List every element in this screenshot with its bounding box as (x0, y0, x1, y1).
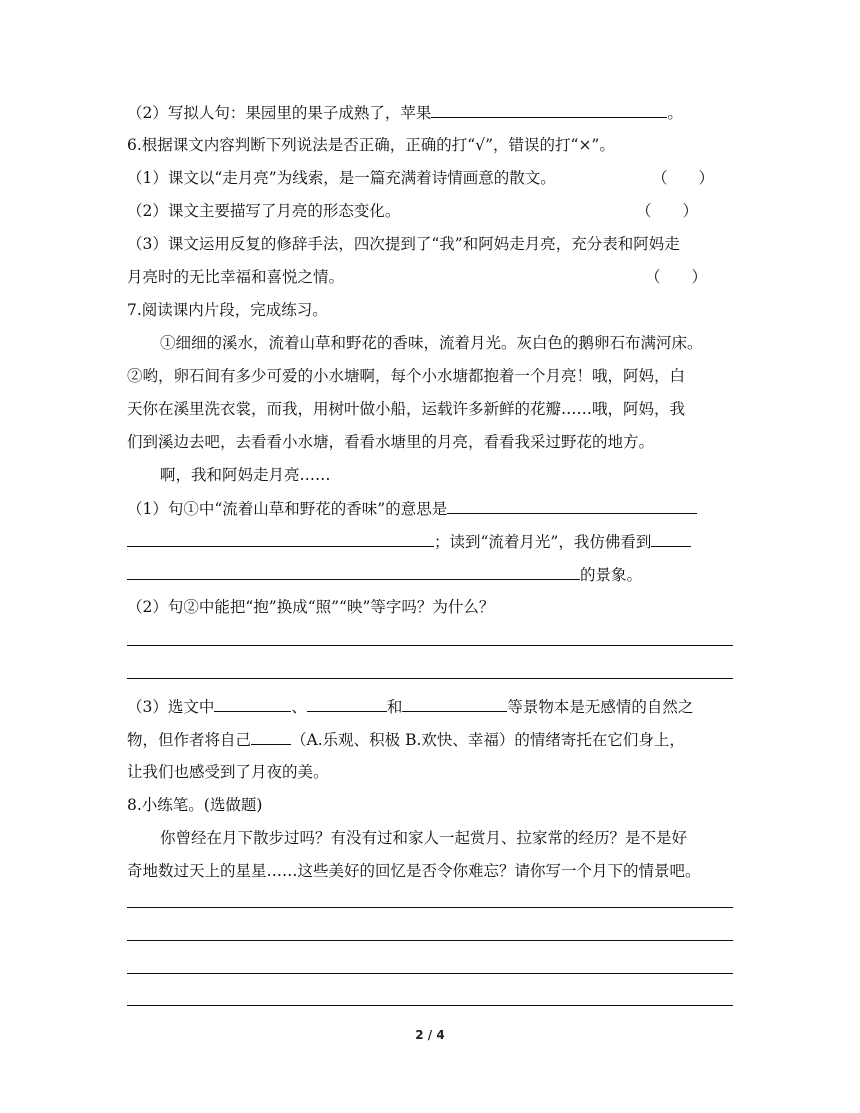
q7-sub3-blank-2[interactable] (307, 695, 387, 712)
q7-sub3-blank-1[interactable] (214, 695, 291, 712)
q7-sub3-text-a: （3）选文中 (127, 698, 215, 716)
q5-2-line (127, 101, 683, 124)
q7-sub1-line-1 (127, 497, 697, 520)
q8-writing-line-2[interactable] (127, 940, 733, 941)
q7-sub2-answer-line-2[interactable] (127, 678, 733, 679)
q7-sub3-text-c2: （A.乐观、积极 B.欢快、幸福）的情绪寄托在它们身上， (291, 731, 685, 749)
q7-sub3-text-c1: 物，但作者将自己 (127, 731, 252, 749)
q6-item-2: （2）课文主要描写了月亮的形态变化。 (127, 202, 401, 220)
q5-2-answer-blank[interactable] (431, 101, 667, 118)
q5-2-suffix: 。 (667, 104, 683, 122)
q8-writing-line-3[interactable] (127, 973, 733, 974)
q6-item-1: （1）课文以“走月亮”为线索，是一篇充满着诗情画意的散文。 (127, 169, 556, 187)
q7-sub1-line-3 (127, 563, 642, 586)
q7-title: 7.阅读课内片段，完成练习。 (127, 301, 328, 319)
q7-sub1-blank-1[interactable] (447, 497, 697, 514)
q7-sub1-blank-2[interactable] (127, 530, 434, 547)
q7-sub1-line-2 (127, 530, 691, 553)
q7-sub1-blank-3[interactable] (651, 530, 691, 547)
q7-sub3-text-b: 等景物本是无感情的自然之 (507, 698, 694, 716)
q7-passage-line-4: 们到溪边去吧，去看看小水塘，看看水塘里的月亮，看看我采过野花的地方。 (127, 433, 655, 451)
q7-sub2-answer-line-1[interactable] (127, 645, 733, 646)
q8-prompt-line-2: 奇地数过天上的星星……这些美好的回忆是否令你难忘？请你写一个月下的情景吧。 (127, 862, 701, 880)
q7-sub3-line-1 (127, 695, 693, 718)
q7-passage-line-1: ①细细的溪水，流着山草和野花的香味，流着月光。灰白色的鹅卵石布满河床。 (160, 334, 703, 352)
q8-writing-line-4[interactable] (127, 1005, 733, 1006)
q7-sub1-text-c: 的景象。 (580, 566, 643, 584)
q6-item-3-line-1: （3）课文运用反复的修辞手法，四次提到了“我”和阿妈走月亮，充分表和阿妈走 (127, 235, 680, 253)
q7-sub1-text-a: （1）句①中“流着山草和野花的香味”的意思是 (127, 500, 448, 518)
q7-sub1-blank-4[interactable] (127, 563, 580, 580)
q5-2-prefix: （2）写拟人句：果园里的果子成熟了，苹果 (127, 104, 432, 122)
q8-prompt-line-1: 你曾经在月下散步过吗？有没有过和家人一起赏月、拉家常的经历？是不是好 (160, 829, 688, 847)
q6-item-3-line-2: 月亮时的无比幸福和喜悦之情。 (127, 268, 345, 286)
q7-passage-line-5: 啊，我和阿妈走月亮…… (160, 466, 331, 484)
q6-item-3-answer[interactable]: （ ） (645, 268, 708, 286)
q7-sub1-text-b: ；读到“流着月光”，我仿佛看到 (434, 533, 652, 551)
q7-sub3-line-2 (127, 728, 685, 751)
q7-passage-line-2: ②哟，卵石间有多少可爱的小水塘啊，每个小水塘都抱着一个月亮！哦，阿妈，白 (127, 367, 686, 385)
q6-title: 6.根据课文内容判断下列说法是否正确，正确的打“√”，错误的打“×”。 (127, 136, 615, 154)
q8-title: 8.小练笔。(选做题) (127, 796, 263, 814)
q7-sub3-sep-1: 、 (291, 698, 307, 716)
q6-item-1-answer[interactable]: （ ） (652, 169, 715, 187)
q7-sub2-question: （2）句②中能把“抱”换成“照”“映”等字吗？为什么？ (127, 598, 495, 616)
page-number: 2 / 4 (415, 1028, 445, 1042)
q7-sub3-sep-2: 和 (386, 698, 403, 716)
q7-sub3-line-3: 让我们也感受到了月夜的美。 (127, 763, 329, 781)
q7-sub3-blank-3[interactable] (402, 695, 507, 712)
q7-passage-line-3: 天你在溪里洗衣裳，而我，用树叶做小船，运载许多新鲜的花瓣……哦，阿妈，我 (127, 400, 686, 418)
q7-sub3-choice-blank[interactable] (251, 728, 291, 745)
q6-item-2-answer[interactable]: （ ） (636, 202, 699, 220)
q8-writing-line-1[interactable] (127, 907, 733, 908)
